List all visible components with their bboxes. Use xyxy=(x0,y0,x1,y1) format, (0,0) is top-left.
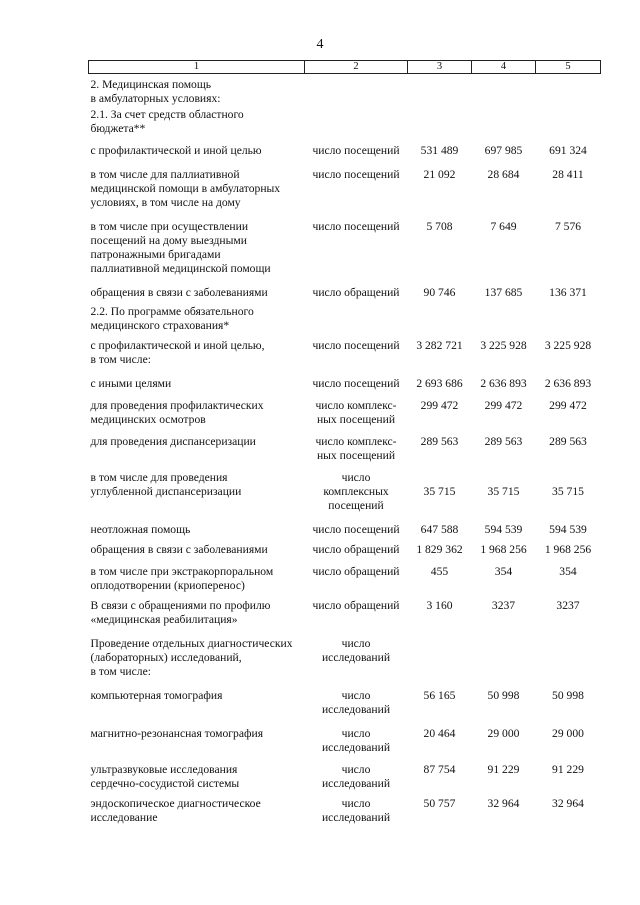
value-col-5: 299 472 xyxy=(549,398,587,412)
table-row xyxy=(89,689,601,727)
row-label: эндоскопическое диагностическое исследование xyxy=(90,796,261,824)
row-unit: число комплекс- ных посещений xyxy=(315,434,397,462)
value-col-4: 7 649 xyxy=(490,219,517,233)
row-unit: число посещений xyxy=(312,143,400,157)
section-row xyxy=(89,74,601,108)
row-unit: число посещений xyxy=(312,376,400,390)
value-col-3: 35 715 xyxy=(423,484,456,498)
row-unit: число комплексных посещений xyxy=(323,470,389,512)
value-col-3: 3 160 xyxy=(426,598,453,612)
value-col-5: 594 539 xyxy=(549,522,587,536)
data-table xyxy=(88,60,601,831)
table-row xyxy=(89,144,601,168)
table-row xyxy=(89,523,601,543)
table-row xyxy=(89,168,601,220)
row-label: компьютерная томография xyxy=(90,688,223,702)
table-row xyxy=(89,727,601,763)
value-col-5: 35 715 xyxy=(552,484,584,498)
row-unit: число посещений xyxy=(312,522,400,536)
value-col-3: 21 092 xyxy=(423,167,456,181)
table-row xyxy=(89,220,601,286)
value-col-4: 3 225 928 xyxy=(480,338,527,352)
value-col-4: 2 636 893 xyxy=(480,376,527,390)
section-title: 2.1. За счет средств областного бюджета** xyxy=(90,107,244,135)
row-label: Проведение отдельных диагностических (лабораторных) исследований, в том числе: xyxy=(90,636,293,678)
value-col-4: 29 000 xyxy=(487,726,520,740)
section-row xyxy=(89,108,601,144)
section-title: 2.2. По программе обязательного медицинского страхования* xyxy=(90,304,254,332)
table-header xyxy=(89,61,601,74)
row-label: обращения в связи с заболеваниями xyxy=(90,285,268,299)
row-label: в том числе для паллиативной медицинской помощи в амбулаторных условиях, в том числе на дому xyxy=(90,167,281,209)
value-col-3: 1 829 362 xyxy=(416,542,463,556)
row-unit: число исследований xyxy=(321,762,391,790)
section-title: 2. Медицинская помощь в амбулаторных условиях: xyxy=(90,78,221,105)
table-row xyxy=(89,286,601,305)
value-col-3: 50 757 xyxy=(423,796,456,810)
row-label: для проведения диспансеризации xyxy=(90,434,256,448)
value-col-3 xyxy=(408,637,472,689)
row-unit: число комплекс- ных посещений xyxy=(315,398,397,426)
value-col-4: 697 985 xyxy=(484,143,523,157)
row-unit: число посещений xyxy=(312,219,400,233)
value-col-3: 647 588 xyxy=(420,522,459,536)
value-col-3: 455 xyxy=(430,564,449,578)
value-col-4: 354 xyxy=(494,564,513,578)
value-col-5: 354 xyxy=(559,564,577,578)
table-row xyxy=(89,565,601,599)
section-row xyxy=(89,305,601,339)
table-row xyxy=(89,377,601,399)
value-col-5: 1 968 256 xyxy=(544,542,592,556)
value-col-4: 137 685 xyxy=(484,285,523,299)
table-row xyxy=(89,599,601,637)
value-col-4: 3237 xyxy=(491,598,516,612)
value-col-3: 2 693 686 xyxy=(416,376,463,390)
value-col-5: 136 371 xyxy=(549,285,587,299)
value-col-5: 691 324 xyxy=(549,143,587,157)
value-col-3: 299 472 xyxy=(420,398,459,412)
value-col-5: 7 576 xyxy=(554,219,582,233)
row-label: с профилактической и иной целью xyxy=(90,143,262,157)
row-label: в том числе для проведения углубленной диспансеризации xyxy=(90,470,242,498)
value-col-4: 91 229 xyxy=(487,762,520,776)
row-unit: число посещений xyxy=(312,167,400,181)
row-label: обращения в связи с заболеваниями xyxy=(90,542,268,556)
row-unit: число исследований xyxy=(321,726,391,754)
header-col-3: 3 xyxy=(408,61,472,74)
value-col-4: 594 539 xyxy=(484,522,523,536)
value-col-4: 32 964 xyxy=(487,796,520,810)
value-col-4: 28 684 xyxy=(487,167,520,181)
table-row xyxy=(89,435,601,471)
value-col-3: 56 165 xyxy=(423,688,456,702)
header-col-5: 5 xyxy=(536,61,601,74)
value-col-4 xyxy=(472,637,536,689)
value-col-3: 531 489 xyxy=(420,143,459,157)
value-col-4: 50 998 xyxy=(487,688,520,702)
table-row xyxy=(89,543,601,565)
value-col-4: 1 968 256 xyxy=(480,542,527,556)
table-row xyxy=(89,471,601,523)
value-col-3: 90 746 xyxy=(423,285,456,299)
row-label: В связи с обращениями по профилю «медицинская реабилитация» xyxy=(90,598,271,626)
value-col-3: 87 754 xyxy=(423,762,456,776)
row-unit: число обращений xyxy=(312,542,400,556)
value-col-5: 2 636 893 xyxy=(544,376,592,390)
value-col-5: 289 563 xyxy=(549,434,587,448)
header-col-4: 4 xyxy=(472,61,536,74)
row-unit: число обращений xyxy=(312,598,400,612)
value-col-5: 3 225 928 xyxy=(544,338,592,352)
row-label: в том числе при экстракорпоральном оплодотворении (криоперенос) xyxy=(90,564,274,592)
value-col-3: 20 464 xyxy=(423,726,456,740)
table-body xyxy=(89,74,601,831)
value-col-5: 29 000 xyxy=(552,726,584,740)
row-unit: число обращений xyxy=(312,564,400,578)
value-col-4: 289 563 xyxy=(484,434,523,448)
table-row xyxy=(89,339,601,377)
table-row xyxy=(89,763,601,797)
page-number: 4 xyxy=(316,37,324,52)
row-unit: число обращений xyxy=(312,285,400,299)
value-col-3: 3 282 721 xyxy=(416,338,463,352)
row-label: ультразвуковые исследования сердечно-сосудистой системы xyxy=(90,762,240,790)
value-col-5 xyxy=(536,637,601,689)
header-col-2: 2 xyxy=(305,61,408,74)
header-col-1: 1 xyxy=(89,61,305,74)
row-label: для проведения профилактических медицинских осмотров xyxy=(90,398,264,426)
row-label: в том числе при осуществлении посещений на дому выездными патронажными бригадами паллиативной медицинской помощи xyxy=(90,219,271,275)
value-col-3: 289 563 xyxy=(420,434,459,448)
row-label: с иными целями xyxy=(90,376,172,390)
value-col-3: 5 708 xyxy=(426,219,453,233)
table-row xyxy=(89,399,601,435)
row-label: магнитно-резонансная томография xyxy=(90,726,264,740)
table-row xyxy=(89,797,601,831)
row-label: неотложная помощь xyxy=(90,522,191,536)
value-col-4: 299 472 xyxy=(484,398,523,412)
row-unit: число исследований xyxy=(321,688,391,716)
value-col-5: 50 998 xyxy=(552,688,584,702)
value-col-4: 35 715 xyxy=(487,484,520,498)
row-unit: число исследований xyxy=(321,636,391,664)
row-label: с профилактической и иной целью, в том числе: xyxy=(90,338,265,366)
table-row xyxy=(89,637,601,689)
row-unit: число посещений xyxy=(312,338,400,352)
row-unit: число исследований xyxy=(321,796,391,824)
value-col-5: 3237 xyxy=(556,598,580,612)
value-col-5: 91 229 xyxy=(552,762,584,776)
value-col-5: 28 411 xyxy=(552,167,584,181)
value-col-5: 32 964 xyxy=(552,796,584,810)
